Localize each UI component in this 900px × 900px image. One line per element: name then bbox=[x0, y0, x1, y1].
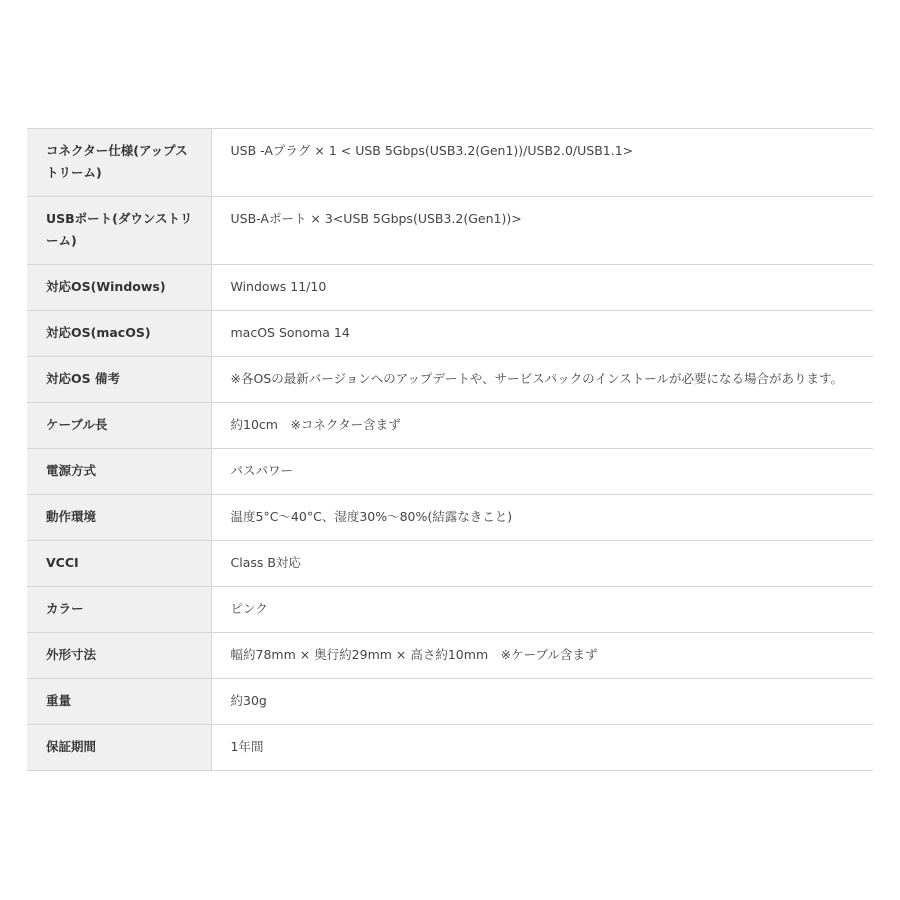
spec-label: VCCI bbox=[27, 541, 211, 587]
spec-label bbox=[27, 129, 211, 197]
spec-value: Class B対応 bbox=[211, 541, 873, 587]
spec-value: USB-Aポート × 3<USB 5Gbps(USB3.2(Gen1))> bbox=[211, 197, 873, 265]
spec-table-body bbox=[27, 129, 873, 771]
spec-row-weight bbox=[27, 679, 873, 725]
spec-row-os-windows bbox=[27, 265, 873, 311]
spec-row-power bbox=[27, 449, 873, 495]
spec-label: 重量 bbox=[27, 679, 211, 725]
spec-value: 温度5°C～40°C、湿度30%～80%(結露なきこと) bbox=[211, 495, 873, 541]
spec-row-os-macos bbox=[27, 311, 873, 357]
spec-value: USB -Aプラグ × 1 < USB 5Gbps(USB3.2(Gen1))/USB2.0/USB1.1> bbox=[211, 129, 873, 197]
spec-value: macOS Sonoma 14 bbox=[211, 311, 873, 357]
spec-label: 保証期間 bbox=[27, 725, 211, 771]
spec-row-environment bbox=[27, 495, 873, 541]
spec-label: カラー bbox=[27, 587, 211, 633]
spec-label: ケーブル長 bbox=[27, 403, 211, 449]
spec-label: 対応OS(Windows) bbox=[27, 265, 211, 311]
spec-value: 約10cm ※コネクター含まず bbox=[211, 403, 873, 449]
spec-label-text: USBポート(ダウンストリーム) bbox=[46, 211, 193, 248]
spec-table bbox=[27, 128, 873, 771]
spec-row-dimensions bbox=[27, 633, 873, 679]
spec-label: 外形寸法 bbox=[27, 633, 211, 679]
spec-value: ピンク bbox=[211, 587, 873, 633]
spec-label bbox=[27, 197, 211, 265]
spec-value: 1年間 bbox=[211, 725, 873, 771]
spec-label: 対応OS 備考 bbox=[27, 357, 211, 403]
spec-value: Windows 11/10 bbox=[211, 265, 873, 311]
spec-label-text: コネクター仕様(アップストリーム) bbox=[46, 143, 188, 180]
spec-row-upstream-connector bbox=[27, 129, 873, 197]
spec-label: 対応OS(macOS) bbox=[27, 311, 211, 357]
spec-value: 約30g bbox=[211, 679, 873, 725]
spec-row-os-notes bbox=[27, 357, 873, 403]
spec-value: 幅約78mm × 奥行約29mm × 高さ約10mm ※ケーブル含まず bbox=[211, 633, 873, 679]
spec-row-cable-length bbox=[27, 403, 873, 449]
spec-label: 電源方式 bbox=[27, 449, 211, 495]
spec-row-color bbox=[27, 587, 873, 633]
spec-value: バスパワー bbox=[211, 449, 873, 495]
spec-row-vcci bbox=[27, 541, 873, 587]
spec-value: ※各OSの最新バージョンへのアップデートや、サービスパックのインストールが必要になる場合があります。 bbox=[211, 357, 873, 403]
spec-row-downstream-ports bbox=[27, 197, 873, 265]
spec-label: 動作環境 bbox=[27, 495, 211, 541]
spec-row-warranty bbox=[27, 725, 873, 771]
